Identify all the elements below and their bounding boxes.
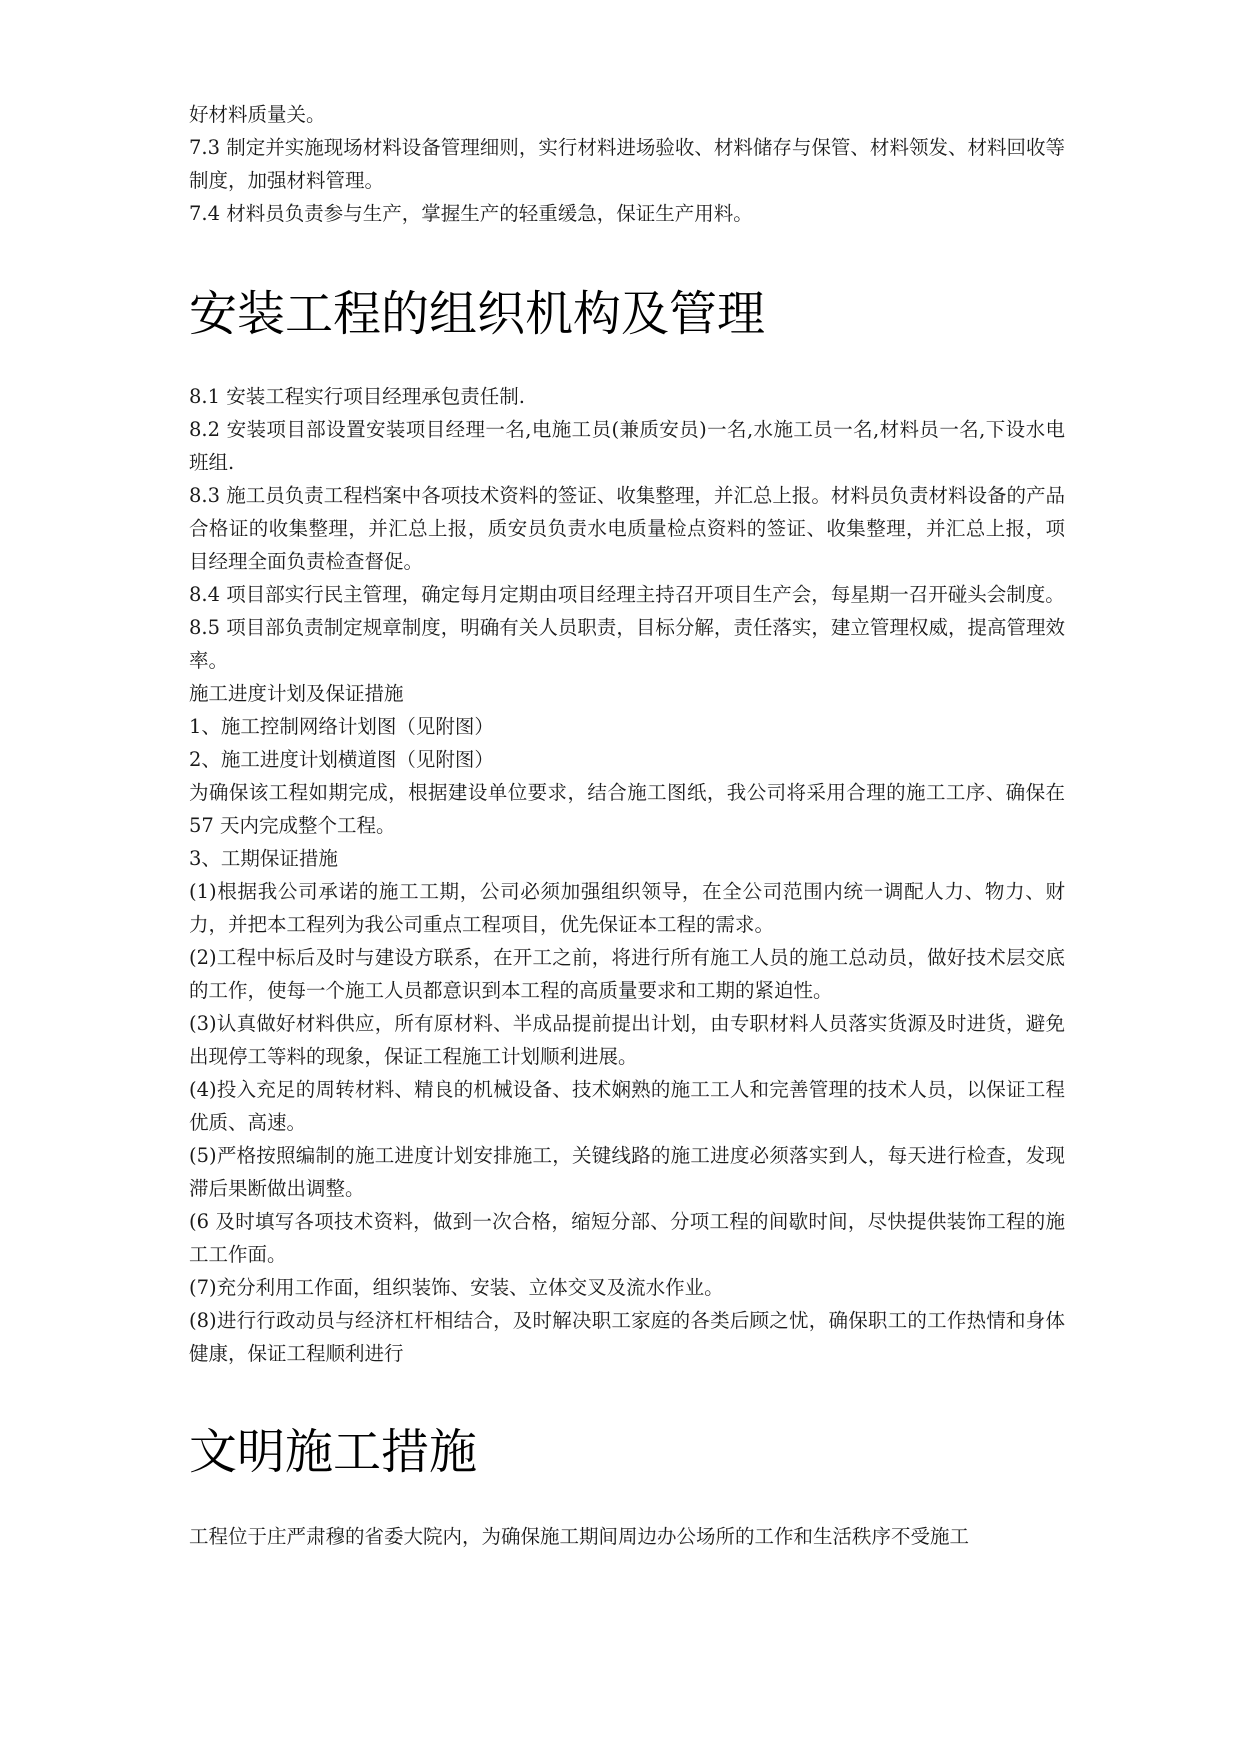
paragraph: 8.4 项目部实行民主管理，确定每月定期由项目经理主持召开项目生产会，每星期一召开碰头会制度。 [189, 583, 1065, 606]
list-item: (8)进行行政动员与经济杠杆相结合，及时解决职工家庭的各类后顾之忧，确保职工的工作热情和身体健康，保证工程顺利进行 [189, 1309, 1065, 1365]
paragraph: 7.3 制定并实施现场材料设备管理细则，实行材料进场验收、材料储存与保管、材料领发、材料回收等制度，加强材料管理。 [189, 136, 1065, 192]
paragraph: 8.1 安装工程实行项目经理承包责任制. [189, 385, 525, 408]
list-item: 2、施工进度计划横道图（见附图） [189, 748, 494, 771]
paragraph: 8.2 安装项目部设置安装项目经理一名,电施工员(兼质安员)一名,水施工员一名,材料员一名,下设水电班组. [189, 418, 1065, 474]
list-item: 1、施工控制网络计划图（见附图） [189, 715, 494, 738]
list-item: (3)认真做好材料供应，所有原材料、半成品提前提出计划，由专职材料人员落实货源及时进货，避免出现停工等料的现象，保证工程施工计划顺利进展。 [189, 1012, 1065, 1068]
list-item: (2)工程中标后及时与建设方联系，在开工之前，将进行所有施工人员的施工总动员，做好技术层交底的工作，使每一个施工人员都意识到本工程的高质量要求和工期的紧迫性。 [189, 946, 1065, 1002]
paragraph: 工程位于庄严肃穆的省委大院内，为确保施工期间周边办公场所的工作和生活秩序不受施工 [189, 1525, 970, 1548]
paragraph: 8.5 项目部负责制定规章制度，明确有关人员职责，目标分解，责任落实，建立管理权威，提高管理效率。 [189, 616, 1065, 672]
list-item: (7)充分利用工作面，组织装饰、安装、立体交叉及流水作业。 [189, 1276, 724, 1299]
section-heading-civilized: 文明施工措施 [189, 1424, 478, 1480]
paragraph: 好材料质量关。 [189, 103, 326, 126]
subheading: 施工进度计划及保证措施 [189, 682, 404, 705]
list-item: (1)根据我公司承诺的施工工期，公司必须加强组织领导，在全公司范围内统一调配人力、物力、财力，并把本工程列为我公司重点工程项目，优先保证本工程的需求。 [189, 880, 1065, 936]
paragraph: 8.3 施工员负责工程档案中各项技术资料的签证、收集整理，并汇总上报。材料员负责材料设备的产品合格证的收集整理，并汇总上报，质安员负责水电质量检点资料的签证、收集整理，并汇总上报，项目经理全面负责检查督促。 [189, 484, 1065, 573]
intro-section [189, 98, 1065, 230]
document-page [189, 98, 1065, 1553]
section-heading-install: 安装工程的组织机构及管理 [189, 286, 766, 342]
paragraph: 7.4 材料员负责参与生产，掌握生产的轻重缓急，保证生产用料。 [189, 202, 753, 225]
install-section [189, 380, 1065, 1370]
paragraph: 为确保该工程如期完成，根据建设单位要求，结合施工图纸，我公司将采用合理的施工工序、确保在 57 天内完成整个工程。 [189, 781, 1065, 837]
list-item: 3、工期保证措施 [189, 847, 338, 870]
civilized-section [189, 1520, 1065, 1553]
list-item: (4)投入充足的周转材料、精良的机械设备、技术娴熟的施工工人和完善管理的技术人员，以保证工程优质、高速。 [189, 1078, 1065, 1134]
list-item: (6 及时填写各项技术资料，做到一次合格，缩短分部、分项工程的间歇时间，尽快提供装饰工程的施工工作面。 [189, 1210, 1065, 1266]
list-item: (5)严格按照编制的施工进度计划安排施工，关键线路的施工进度必须落实到人，每天进行检查，发现滞后果断做出调整。 [189, 1144, 1065, 1200]
